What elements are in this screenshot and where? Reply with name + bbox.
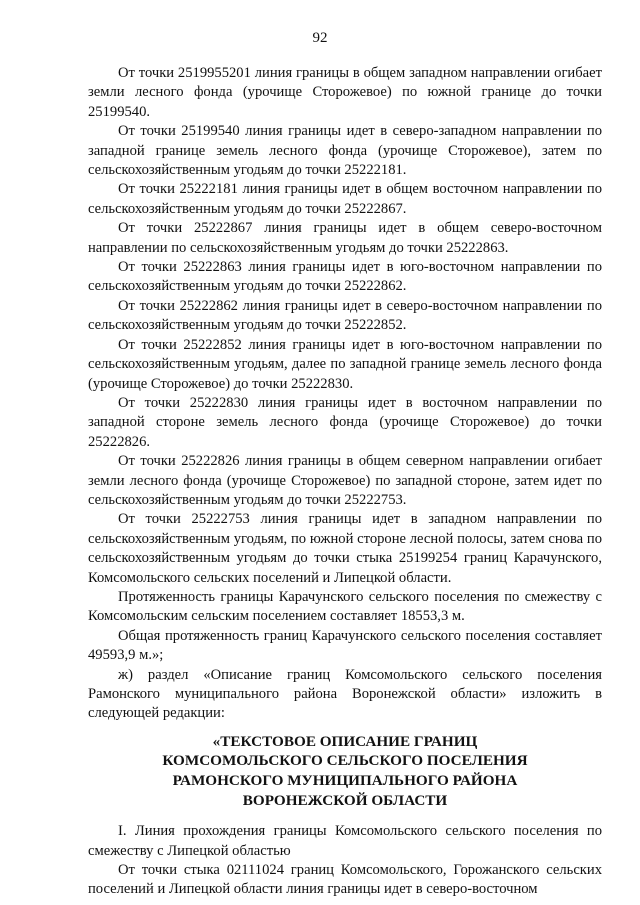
paragraph: От точки 25222181 линия границы идет в общем восточном направлении по сельскохозяйственным угодьям до точки 25222867. [88,181,602,217]
paragraph: От точки 25222867 линия границы идет в общем северо-восточном направлении по сельскохозяйственным угодьям до точки 25222863. [88,220,602,256]
paragraph: От точки 2519955201 линия границы в общем западном направлении огибает земли лесного фонда (урочище Сторожевое) по южной границе до точки 25199540. [88,65,602,120]
paragraph: От точки стыка 02111024 границ Комсомольского, Горожанского сельских поселений и Липецкой области линия границы идет в северо-восточном [88,862,602,898]
heading-line: ВОРОНЕЖСКОЙ ОБЛАСТИ [242,791,448,809]
paragraph: Протяженность границы Карачунского сельского поселения по смежеству с Комсомольским сельским поселением составляет 18553,3 м. [88,588,602,625]
paragraph: От точки 25222753 линия границы идет в западном направлении по сельскохозяйственным угодьям, по южной стороне лесной полосы, затем снова по сельскохозяйственным угодьям до точки стыка 25199254 границ Карачунского, Комсомольского сельских поселений и Липецкой области. [88,511,602,586]
section-heading [88,732,602,810]
heading-line: РАМОНСКОГО МУНИЦИПАЛЬНОГО РАЙОНА [172,772,518,789]
page-number: 92 [312,30,328,46]
heading-line: «ТЕКСТОВОЕ ОПИСАНИЕ ГРАНИЦ [212,732,478,750]
paragraph: От точки 25222852 линия границы идет в юго-восточном направлении по сельскохозяйственным угодьям, далее по западной границе земель лесного фонда (урочище Сторожевое) до точки 25222830. [88,336,602,392]
heading-line: КОМСОМОЛЬСКОГО СЕЛЬСКОГО ПОСЕЛЕНИЯ [162,752,528,770]
paragraph: Общая протяженность границ Карачунского сельского поселения составляет 49593,9 м.»; [88,627,602,664]
paragraph: От точки 25199540 линия границы идет в северо-западном направлении по западной границе земель лесного фонда (урочище Сторожевое), затем по сельскохозяйственным угодьям до точки 25222181. [88,123,602,179]
paragraph: От точки 25222862 линия границы идет в северо-восточном направлении по сельскохозяйственным угодьям до точки 25222852. [88,297,602,334]
paragraph: ж) раздел «Описание границ Комсомольского сельского поселения Рамонского муниципального района Воронежской области» изложить в следующей редакции: [88,666,602,722]
paragraph: От точки 25222826 линия границы в общем северном направлении огибает земли лесного фонда (урочище Сторожевое) по западной стороне, затем идет по сельскохозяйственным угодьям до точки 25222753. [88,453,602,508]
paragraph: I. Линия прохождения границы Комсомольского сельского поселения по смежеству с Липецкой областью [88,823,602,859]
document-body [88,64,602,900]
paragraph: От точки 25222830 линия границы идет в восточном направлении по западной стороне земель лесного фонда (урочище Сторожевое) до точки 25222826. [88,394,602,450]
paragraph: От точки 25222863 линия границы идет в юго-восточном направлении по сельскохозяйственным угодьям до точки 25222862. [88,259,602,295]
